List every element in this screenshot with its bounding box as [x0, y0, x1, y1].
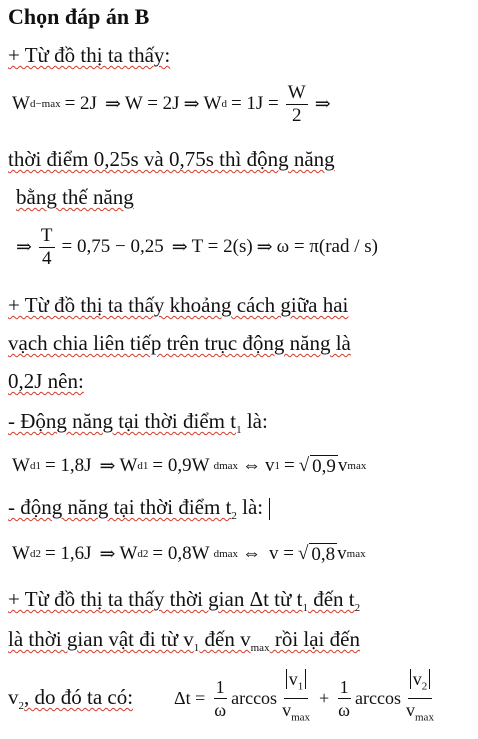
text-line: - động năng tại thời điểm $t_2$ là:: [8, 494, 270, 529]
text-cursor: [269, 498, 270, 520]
text-line: $v_2$, do đó ta có:: [8, 685, 134, 713]
text-line: - Động năng tại thời điểm $t_1$ là:: [8, 409, 268, 437]
text-line: + Từ đồ thị ta thấy khoảng cách giữa hai: [8, 293, 349, 317]
equation-delta-t: Δt = $\frac{1}{\omega}$ arccos $\frac{v_1}{v_{max}}$ + $\frac{1}{\omega}$ arccos $\frac{v_2}{v_{max}}$: [170, 664, 439, 732]
equation-energy: W d−max = 2J ⇒ W = 2J ⇒ W d = 1J = $\frac{W}{2}$ ⇒: [12, 81, 331, 126]
text-line: + Từ đồ thị ta thấy thời gian Δt từ $t_1$ đến $t_2$: [8, 587, 361, 615]
equation-wd2: W d2 = 1,6J ⇒ W d2 = 0,8W dmax ⇔ v = √ 0,8 v max: [12, 543, 366, 565]
text-line: là thời gian vật đi từ $v_1$ đến $v_{max}$ rồi lại đến: [8, 627, 360, 655]
fraction: $\frac{1}{\omega}$: [338, 676, 351, 720]
text-line: thời điểm 0,25s và 0,75s thì động năng: [8, 147, 335, 171]
equation-period: ⇒ $\frac{T}{4}$ = 0,75 − 0,25 ⇒ T = 2(s) ⇒ ω = π(rad / s): [16, 224, 378, 269]
equation-wd1: W d1 = 1,8J ⇒ W d1 = 0,9W dmax ⇔ v 1 = √ 0,9 v max: [12, 455, 367, 477]
text-line: + Từ đồ thị ta thấy:: [8, 43, 171, 67]
fraction: $\frac{1}{\omega}$: [214, 676, 227, 720]
fraction: $\frac{T}{4}$: [40, 224, 53, 269]
fraction: $\frac{v_2}{v_{max}}$: [406, 668, 434, 724]
fraction: $\frac{W}{2}$: [287, 81, 306, 126]
text-line: vạch chia liên tiếp trên trục động năng là: [8, 331, 351, 355]
text-line: bằng thế năng: [16, 185, 134, 209]
answer-heading: Chọn đáp án B: [8, 4, 150, 29]
text-line: 0,2J nên:: [8, 369, 84, 393]
fraction: $\frac{v_1}{v_{max}}$: [282, 668, 311, 724]
